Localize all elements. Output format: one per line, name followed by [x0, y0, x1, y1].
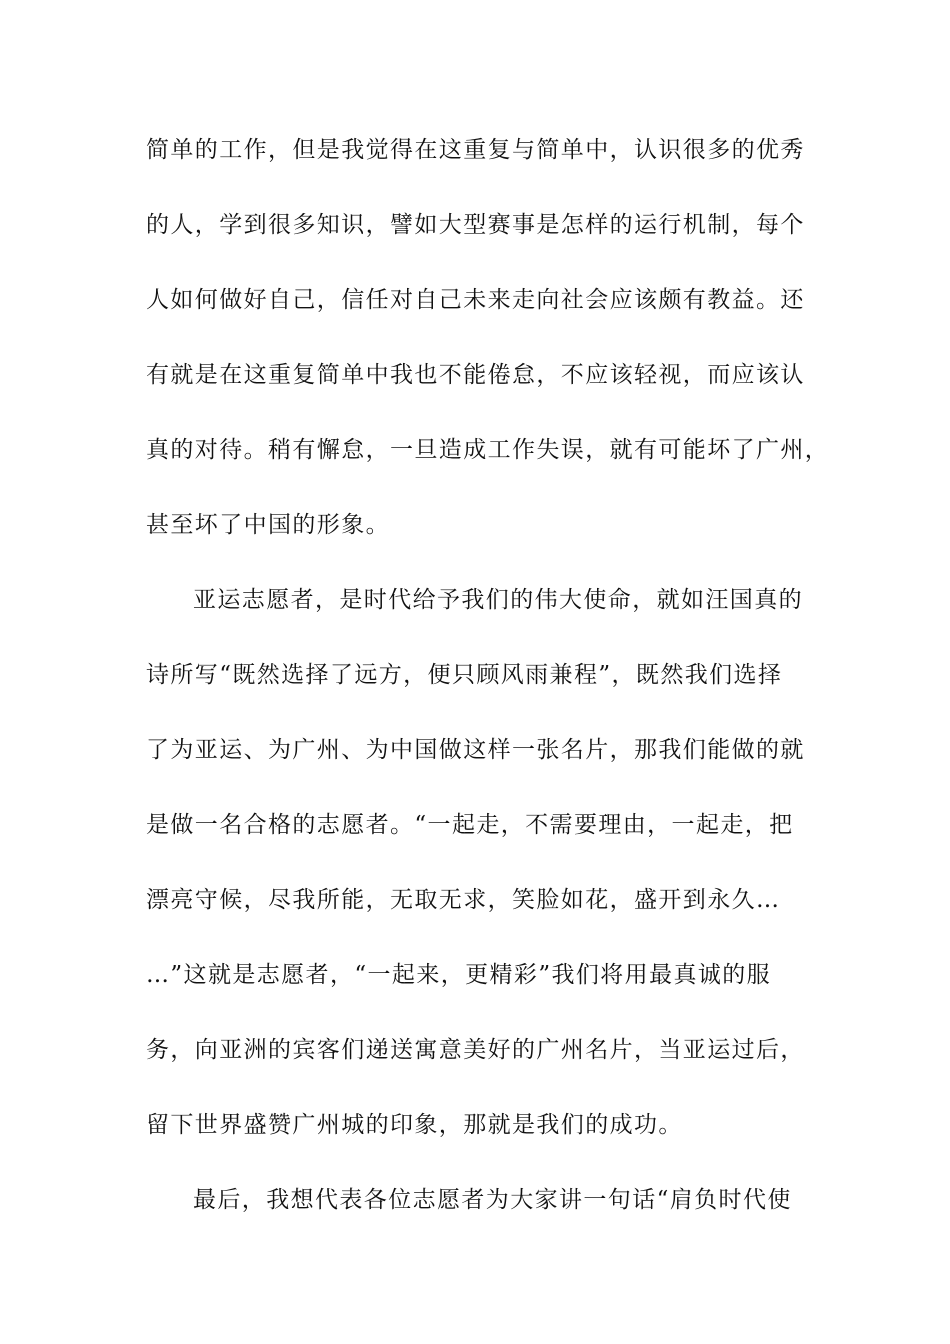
paragraph-line: 务，向亚洲的宾客们递送寓意美好的广州名片，当亚运过后， [146, 1037, 805, 1063]
paragraph-line: 有就是在这重复简单中我也不能倦怠，不应该轻视，而应该认 [146, 362, 805, 388]
paragraph-line: 留下世界盛赞广州城的印象，那就是我们的成功。 [146, 1112, 683, 1138]
paragraph-line: 甚至坏了中国的形象。 [146, 512, 390, 538]
paragraph-first-line: 亚运志愿者，是时代给予我们的伟大使命，就如汪国真的 [193, 587, 803, 613]
paragraph-line: 漂亮守候，尽我所能，无取无求，笑脸如花，盛开到永久… [146, 887, 781, 913]
paragraph-line: 人如何做好自己，信任对自己未来走向社会应该颇有教益。还 [146, 287, 805, 313]
paragraph-first-line: 最后，我想代表各位志愿者为大家讲一句话“肩负时代使 [193, 1187, 792, 1213]
paragraph-line: 真的对待。稍有懈怠，一旦造成工作失误，就有可能坏了广州， [146, 437, 830, 463]
paragraph-line: …”这就是志愿者，“一起来，更精彩”我们将用最真诚的服 [146, 962, 772, 988]
paragraph-line: 了为亚运、为广州、为中国做这样一张名片，那我们能做的就 [146, 737, 805, 763]
paragraph-line: 诗所写“既然选择了远方，便只顾风雨兼程”，既然我们选择 [146, 662, 783, 688]
paragraph-line: 的人，学到很多知识，譬如大型赛事是怎样的运行机制，每个 [146, 212, 805, 238]
paragraph-line: 简单的工作，但是我觉得在这重复与简单中，认识很多的优秀 [146, 137, 805, 163]
paragraph-line: 是做一名合格的志愿者。“一起走，不需要理由，一起走，把 [146, 812, 794, 838]
